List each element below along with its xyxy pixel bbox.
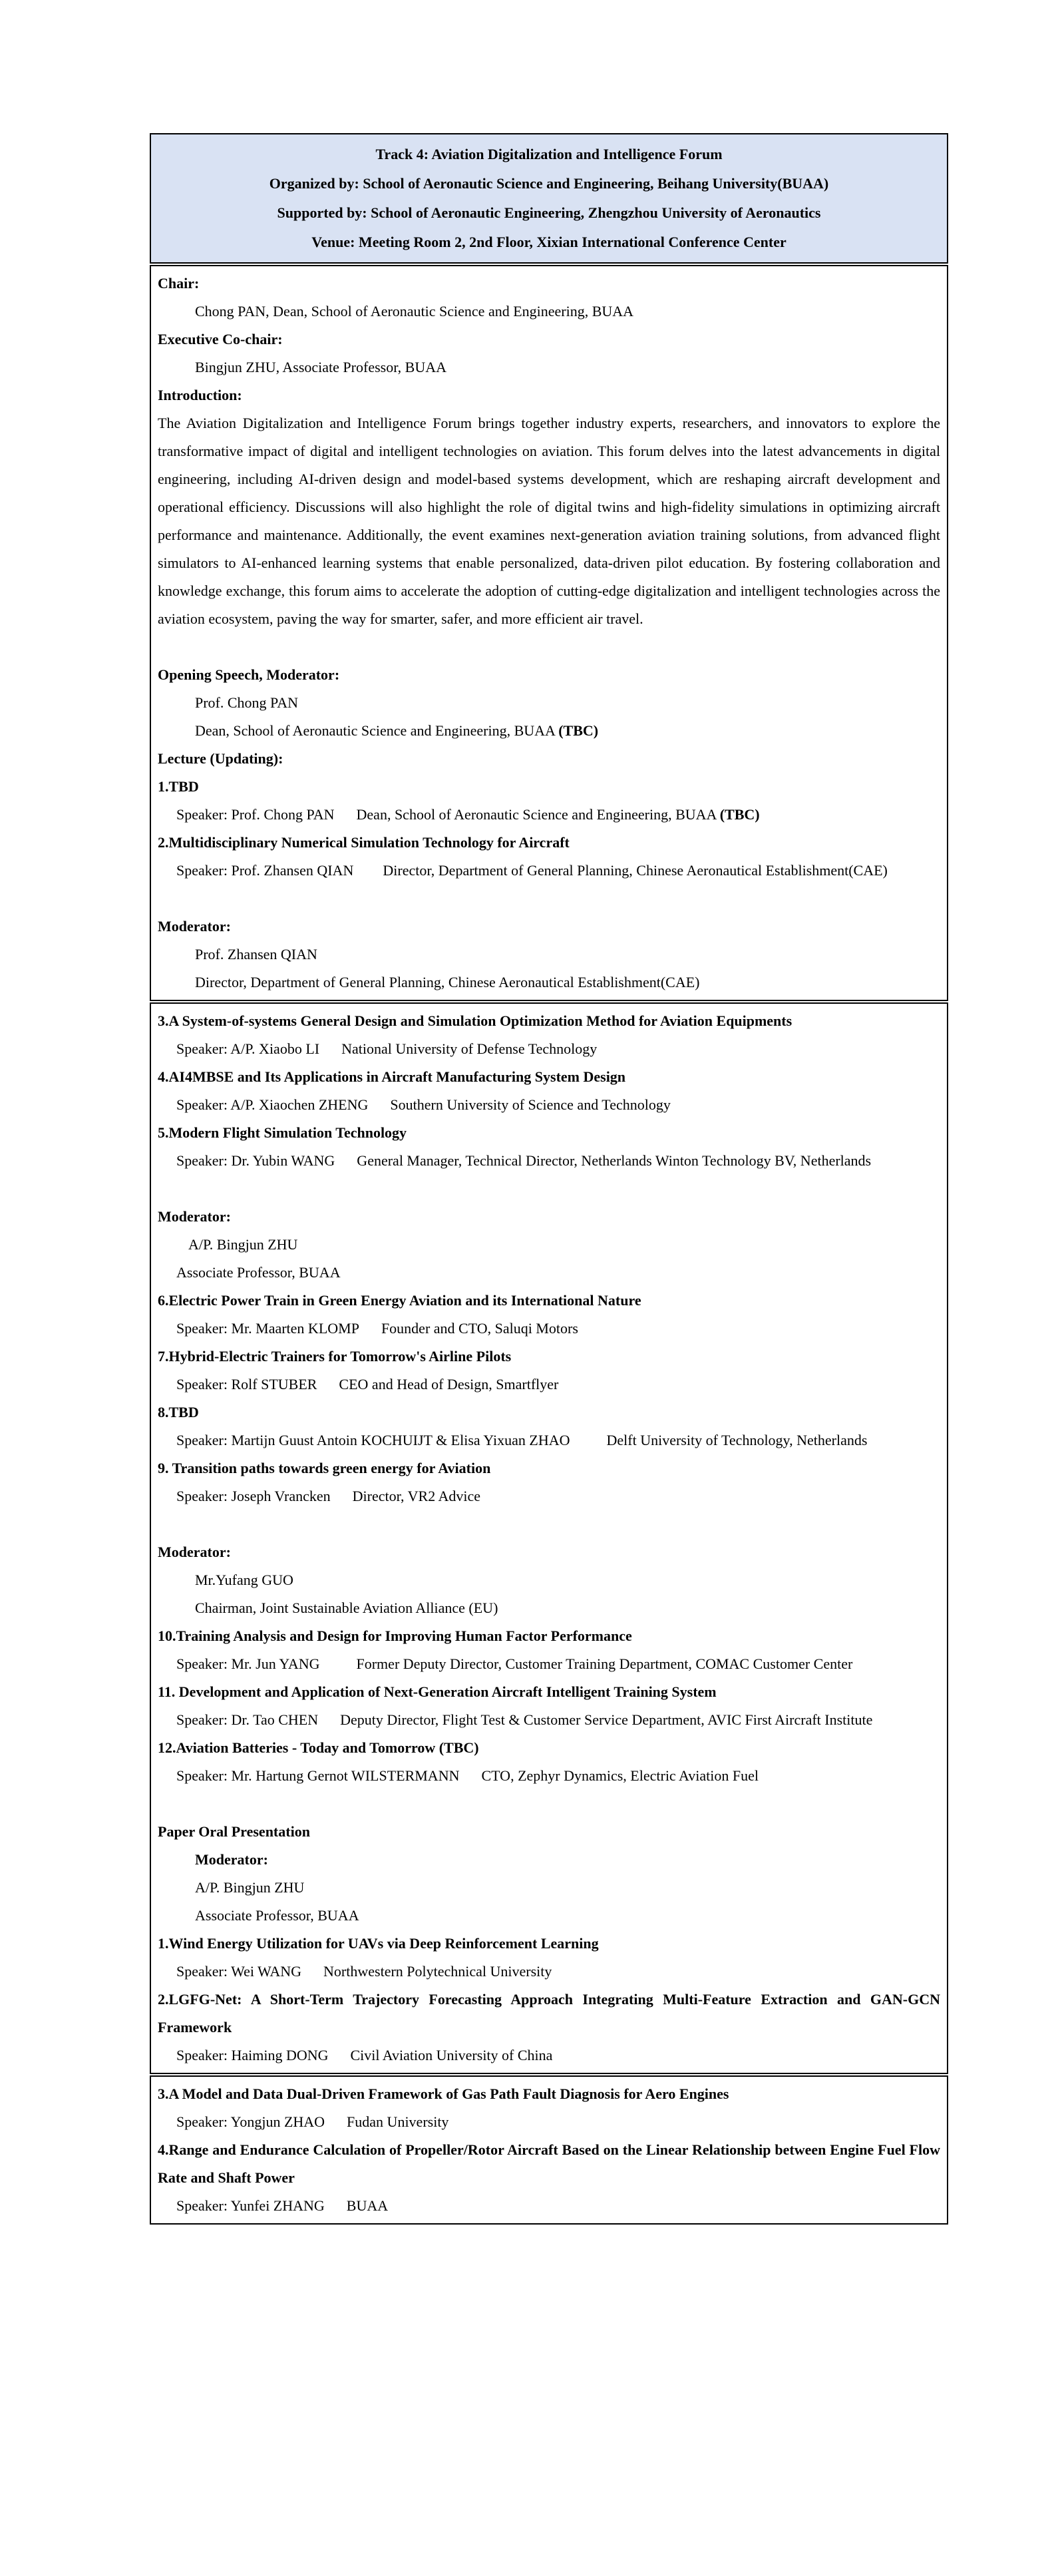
text-paragraph: Speaker: Prof. Zhansen QIAN Director, Department of General Planning, Chinese Aeronautical Establishment(CAE) xyxy=(176,862,888,879)
heading-paragraph: 9. Transition paths towards green energy for Aviation xyxy=(158,1460,491,1476)
heading-paragraph: 2.Multidisciplinary Numerical Simulation Technology for Aircraft xyxy=(158,834,570,851)
heading-paragraph: 1.Wind Energy Utilization for UAVs via Deep Reinforcement Learning xyxy=(158,1935,599,1952)
text-paragraph: Bingjun ZHU, Associate Professor, BUAA xyxy=(195,359,446,375)
blank-paragraph xyxy=(158,1510,940,1538)
text-paragraph: Associate Professor, BUAA xyxy=(176,1264,341,1281)
text-paragraph: Dean, School of Aeronautic Science and Engineering, BUAA (TBC) xyxy=(195,722,599,739)
heading-paragraph: 12.Aviation Batteries - Today and Tomorrow (TBC) xyxy=(158,1739,479,1756)
heading-paragraph: Paper Oral Presentation xyxy=(158,1823,310,1840)
text-paragraph: Speaker: Haiming DONG Civil Aviation University of China xyxy=(176,2047,553,2063)
heading-paragraph: 4.Range and Endurance Calculation of Propeller/Rotor Aircraft Based on the Linear Relationship between Engine Fuel Flow Rate and Shaft Power xyxy=(158,2141,940,2186)
text-paragraph: Speaker: Martijn Guust Antoin KOCHUIJT & Elisa Yixuan ZHAO Delft University of Technology, Netherlands xyxy=(176,1432,868,1448)
text-paragraph: A/P. Bingjun ZHU xyxy=(188,1236,298,1253)
text-paragraph: Chairman, Joint Sustainable Aviation Alliance (EU) xyxy=(195,1600,498,1616)
heading-paragraph: Moderator: xyxy=(158,918,231,935)
text-paragraph: The Aviation Digitalization and Intelligence Forum brings together industry experts, researchers, and innovators to explore the transformative impact of digital and intelligent technologies on aviation. This forum delves into the latest advancements in digital engineering, including AI-driven design and model-based systems development, which are reshaping aircraft development and operational efficiency. Discussions will also highlight the role of digital twins and high-fidelity simulations in optimizing aircraft performance and maintenance. Additionally, the event examines next-generation aviation training solutions, from advanced flight simulators to AI-enhanced learning systems that enable personalized, data-driven pilot education. By fostering collaboration and knowledge exchange, this forum aims to accelerate the adoption of cutting-edge digitalization and intelligent technologies across the aviation ecosystem, paving the way for smarter, safer, and more efficient air travel. xyxy=(158,415,940,627)
text-paragraph: Supported by: School of Aeronautic Engineering, Zhengzhou University of Aeronautics xyxy=(277,204,821,221)
text-paragraph: Speaker: Dr. Tao CHEN Deputy Director, Flight Test & Customer Service Department, AVIC First Aircraft Institute xyxy=(176,1711,873,1728)
heading-paragraph: Moderator: xyxy=(195,1851,268,1868)
section-lectures-and-paper-oral xyxy=(150,1002,948,2074)
heading-paragraph: 6.Electric Power Train in Green Energy Aviation and its International Nature xyxy=(158,1292,641,1309)
section-chair-introduction xyxy=(150,265,948,1001)
section-paper-oral-continued xyxy=(150,2075,948,2225)
text-paragraph: Organized by: School of Aeronautic Science and Engineering, Beihang University(BUAA) xyxy=(269,175,829,192)
text-paragraph: Director, Department of General Planning, Chinese Aeronautical Establishment(CAE) xyxy=(195,974,700,990)
text-paragraph: Prof. Chong PAN xyxy=(195,694,299,711)
heading-paragraph: Lecture (Updating): xyxy=(158,750,283,767)
text-paragraph: Speaker: Mr. Maarten KLOMP Founder and CTO, Saluqi Motors xyxy=(176,1320,578,1337)
heading-paragraph: 2.LGFG-Net: A Short-Term Trajectory Forecasting Approach Integrating Multi-Feature Extraction and GAN-GCN Framework xyxy=(158,1991,940,2036)
heading-paragraph: 11. Development and Application of Next-Generation Aircraft Intelligent Training System xyxy=(158,1683,717,1700)
text-paragraph: Speaker: A/P. Xiaochen ZHENG Southern University of Science and Technology xyxy=(176,1096,671,1113)
program-table xyxy=(150,133,948,2226)
heading-paragraph: 10.Training Analysis and Design for Improving Human Factor Performance xyxy=(158,1627,632,1644)
blank-paragraph xyxy=(158,633,940,661)
heading-paragraph: Chair: xyxy=(158,275,200,292)
text-paragraph: Mr.Yufang GUO xyxy=(195,1572,293,1588)
heading-paragraph: 8.TBD xyxy=(158,1404,199,1420)
text-paragraph: A/P. Bingjun ZHU xyxy=(195,1879,305,1896)
blank-paragraph xyxy=(158,1175,940,1203)
blank-paragraph xyxy=(158,885,940,913)
text-paragraph: Prof. Zhansen QIAN xyxy=(195,946,317,963)
text-paragraph: Speaker: Yunfei ZHANG BUAA xyxy=(176,2197,389,2214)
heading-paragraph: Opening Speech, Moderator: xyxy=(158,666,340,683)
text-paragraph: Speaker: Dr. Yubin WANG General Manager, Technical Director, Netherlands Winton Technology BV, Netherlands xyxy=(176,1152,872,1169)
text-paragraph: Speaker: A/P. Xiaobo LI National University of Defense Technology xyxy=(176,1040,598,1057)
text-paragraph: Track 4: Aviation Digitalization and Intelligence Forum xyxy=(375,146,723,162)
text-paragraph: Associate Professor, BUAA xyxy=(195,1907,359,1924)
text-paragraph: Speaker: Prof. Chong PAN Dean, School of Aeronautic Science and Engineering, BUAA (TBC) xyxy=(176,806,760,823)
heading-paragraph: 3.A System-of-systems General Design and Simulation Optimization Method for Aviation Equipments xyxy=(158,1012,792,1029)
heading-paragraph: 1.TBD xyxy=(158,778,199,795)
heading-paragraph: Moderator: xyxy=(158,1544,231,1560)
text-paragraph: Speaker: Mr. Jun YANG Former Deputy Director, Customer Training Department, COMAC Customer Center xyxy=(176,1655,853,1672)
text-paragraph: Speaker: Rolf STUBER CEO and Head of Design, Smartflyer xyxy=(176,1376,559,1393)
blank-paragraph xyxy=(158,1790,940,1818)
heading-paragraph: Executive Co-chair: xyxy=(158,331,283,347)
heading-paragraph: Moderator: xyxy=(158,1208,231,1225)
header-cell xyxy=(150,133,948,264)
text-paragraph: Venue: Meeting Room 2, 2nd Floor, Xixian International Conference Center xyxy=(311,234,787,250)
text-paragraph: Speaker: Joseph Vrancken Director, VR2 Advice xyxy=(176,1488,481,1504)
text-paragraph: Speaker: Wei WANG Northwestern Polytechnical University xyxy=(176,1963,552,1980)
text-paragraph: Speaker: Mr. Hartung Gernot WILSTERMANN CTO, Zephyr Dynamics, Electric Aviation Fuel xyxy=(176,1767,759,1784)
heading-paragraph: 7.Hybrid-Electric Trainers for Tomorrow's Airline Pilots xyxy=(158,1348,512,1365)
heading-paragraph: Introduction: xyxy=(158,387,242,403)
text-paragraph: Chong PAN, Dean, School of Aeronautic Science and Engineering, BUAA xyxy=(195,303,634,320)
text-paragraph: Speaker: Yongjun ZHAO Fudan University xyxy=(176,2113,449,2130)
heading-paragraph: 5.Modern Flight Simulation Technology xyxy=(158,1124,407,1141)
heading-paragraph: 4.AI4MBSE and Its Applications in Aircraft Manufacturing System Design xyxy=(158,1068,626,1085)
heading-paragraph: 3.A Model and Data Dual-Driven Framework of Gas Path Fault Diagnosis for Aero Engines xyxy=(158,2085,729,2102)
